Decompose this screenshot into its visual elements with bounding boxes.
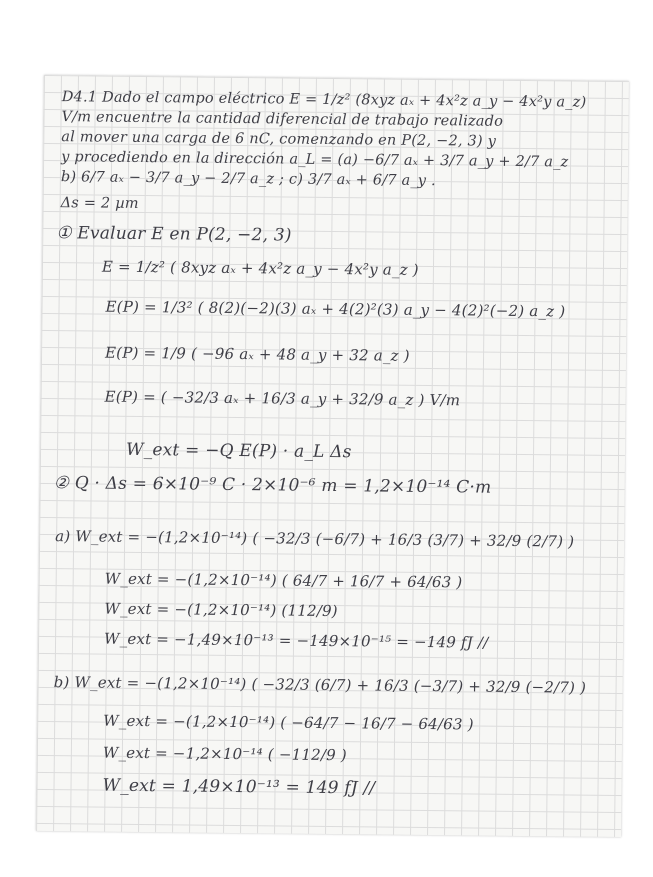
step1-line: E(P) = 1/3² ( 8(2)(−2)(3) aₓ + 4(2)²(3) a_y − 4(2)²(−2) a_z ) bbox=[105, 297, 566, 321]
step2-heading: ② Q · Δs = 6×10⁻⁹ C · 2×10⁻⁶ m = 1,2×10⁻¹⁴ C·m bbox=[53, 473, 492, 498]
part-b-line: W_ext = 1,49×10⁻¹³ = 149 fJ // bbox=[102, 775, 376, 799]
problem-line: b) 6/7 aₓ − 3/7 a_y − 2/7 a_z ; c) 3/7 aₓ + 6/7 a_y . bbox=[60, 169, 436, 190]
problem-line: al mover una carga de 6 nC, comenzando en P(2, −2, 3) y bbox=[61, 129, 497, 150]
step1-line: E(P) = ( −32/3 aₓ + 16/3 a_y + 32/9 a_z ) V/m bbox=[104, 387, 461, 410]
part-a-line: W_ext = −1,49×10⁻¹³ = −149×10⁻¹⁵ = −149 fJ // bbox=[103, 629, 489, 652]
problem-line: V/m encuentre la cantidad diferencial de trabajo realizado bbox=[61, 109, 504, 130]
part-b-line: W_ext = −1,2×10⁻¹⁴ ( −112/9 ) bbox=[102, 743, 347, 765]
step1-line: E(P) = 1/9 ( −96 aₓ + 48 a_y + 32 a_z ) bbox=[104, 343, 410, 365]
step1-heading: ① Evaluar E en P(2, −2, 3) bbox=[56, 223, 292, 246]
part-b-line: W_ext = −(1,2×10⁻¹⁴) ( −64/7 − 16/7 − 64/63 ) bbox=[103, 711, 474, 734]
part-a-line: W_ext = −(1,2×10⁻¹⁴) ( 64/7 + 16/7 + 64/63 ) bbox=[104, 569, 463, 592]
part-a-line: a) W_ext = −(1,2×10⁻¹⁴) ( −32/3 (−6/7) + 16/3 (3/7) + 32/9 (2/7) ) bbox=[55, 527, 575, 551]
problem-line: Δs = 2 µm bbox=[60, 195, 139, 212]
graph-paper-sheet bbox=[36, 75, 629, 837]
part-b-line: b) W_ext = −(1,2×10⁻¹⁴) ( −32/3 (6/7) + 16/3 (−3/7) + 32/9 (−2/7) ) bbox=[53, 673, 587, 697]
step1-line: E = 1/z² ( 8xyz aₓ + 4x²z a_y − 4x²y a_z ) bbox=[101, 257, 419, 279]
problem-line: y procediendo en la dirección a_L = (a) −6/7 aₓ + 3/7 a_y + 2/7 a_z bbox=[61, 149, 569, 171]
step1-line: W_ext = −Q E(P) · a_L Δs bbox=[125, 439, 352, 463]
problem-line: D4.1 Dado el campo eléctrico E = 1/z² (8xyz aₓ + 4x²z a_y − 4x²y a_z) bbox=[61, 89, 587, 111]
part-a-line: W_ext = −(1,2×10⁻¹⁴) (112/9) bbox=[104, 599, 338, 621]
